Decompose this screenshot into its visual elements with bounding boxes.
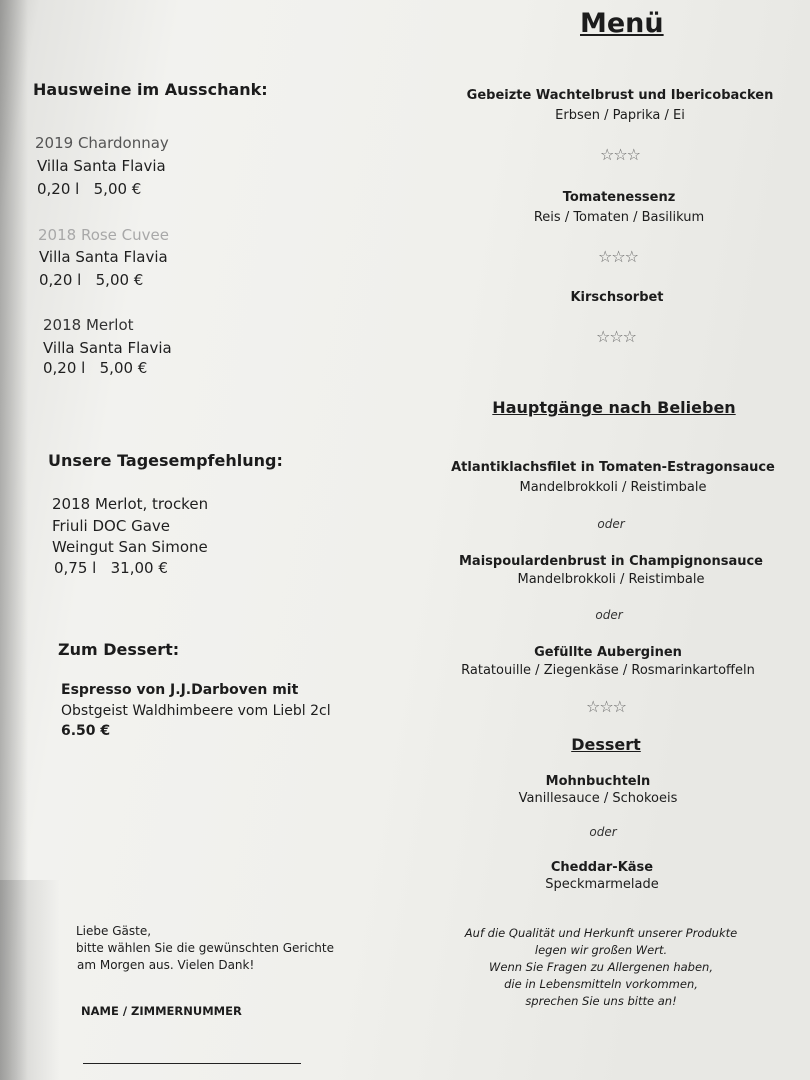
dessert-1-sub: Vanillesauce / Schokoeis (518, 791, 678, 806)
soup-sub: Reis / Tomaten / Basilikum (533, 210, 705, 225)
signature-line (83, 1063, 301, 1064)
recommendation-line-3: Weingut San Simone (52, 538, 208, 556)
or-2: oder (595, 608, 623, 622)
house-wines-heading: Hausweine im Ausschank: (33, 80, 268, 99)
stars-divider-1: ☆☆☆ (599, 145, 641, 164)
quality-note-line-1: Auf die Qualität und Herkunft unserer Produkte (464, 926, 738, 940)
main-3-title: Gefüllte Auberginen (534, 645, 682, 660)
mains-heading: Hauptgänge nach Belieben (492, 398, 736, 417)
wine-name-3: Villa Santa Flavia (43, 339, 172, 357)
wine-name-1: Villa Santa Flavia (37, 157, 166, 175)
wine-name-2: Villa Santa Flavia (39, 248, 168, 266)
dessert-offer-heading: Zum Dessert: (58, 640, 180, 659)
stars-divider-2: ☆☆☆ (597, 247, 639, 266)
dessert-offer-line-1: Espresso von J.J.Darboven mit (61, 682, 299, 698)
quality-note-line-3: Wenn Sie Fragen zu Allergenen haben, (489, 960, 713, 974)
wine-year-1: 2019 Chardonnay (35, 134, 169, 152)
wine-year-3: 2018 Merlot (43, 316, 134, 334)
recommendation-line-2: Friuli DOC Gave (52, 517, 171, 535)
starter-1-title: Gebeizte Wachtelbrust und Ibericobacken (466, 88, 774, 103)
dessert-offer-line-2: Obstgeist Waldhimbeere vom Liebl 2cl (61, 703, 331, 719)
quality-note-line-5: sprechen Sie uns bitte an! (525, 994, 677, 1008)
guest-note-line-2: bitte wählen Sie die gewünschten Gerichte (76, 941, 334, 955)
guest-note-line-3: am Morgen aus. Vielen Dank! (77, 958, 255, 972)
main-3-sub: Ratatouille / Ziegenkäse / Rosmarinkartoffeln (461, 663, 755, 678)
wine-price-2: 0,20 l 5,00 € (39, 271, 144, 289)
stars-divider-3: ☆☆☆ (595, 327, 637, 346)
page-title: Menü (580, 8, 664, 39)
starter-1-sub: Erbsen / Paprika / Ei (555, 108, 685, 123)
recommendation-line-1: 2018 Merlot, trocken (52, 495, 209, 513)
wine-year-2: 2018 Rose Cuvee (38, 226, 169, 244)
main-2-title: Maispoulardenbrust in Champignonsauce (458, 554, 764, 569)
dessert-2-sub: Speckmarmelade (545, 877, 659, 892)
wine-price-1: 0,20 l 5,00 € (37, 180, 142, 198)
dessert-2-title: Cheddar-Käse (550, 860, 654, 875)
dessert-heading: Dessert (571, 735, 641, 754)
dessert-1-title: Mohnbuchteln (545, 774, 651, 789)
main-1-sub: Mandelbrokkoli / Reistimbale (519, 480, 707, 495)
guest-note-line-1: Liebe Gäste, (76, 924, 152, 938)
paper-corner-shadow (0, 880, 60, 1080)
dessert-offer-price: 6.50 € (61, 723, 111, 739)
recommendation-heading: Unsere Tagesempfehlung: (48, 451, 283, 470)
stars-divider-4: ☆☆☆ (585, 697, 627, 716)
or-1: oder (597, 517, 625, 531)
main-1-title: Atlantiklachsfilet in Tomaten-Estragonsauce (451, 460, 775, 475)
soup-title: Tomatenessenz (562, 190, 676, 205)
quality-note-line-4: die in Lebensmitteln vorkommen, (504, 977, 698, 991)
recommendation-price: 0,75 l 31,00 € (54, 559, 168, 577)
name-room-label: NAME / ZIMMERNUMMER (81, 1004, 242, 1018)
or-3: oder (589, 825, 617, 839)
wine-price-3: 0,20 l 5,00 € (43, 359, 148, 377)
sorbet-title: Kirschsorbet (570, 290, 664, 305)
main-2-sub: Mandelbrokkoli / Reistimbale (517, 572, 705, 587)
quality-note-line-2: legen wir großen Wert. (534, 943, 668, 957)
